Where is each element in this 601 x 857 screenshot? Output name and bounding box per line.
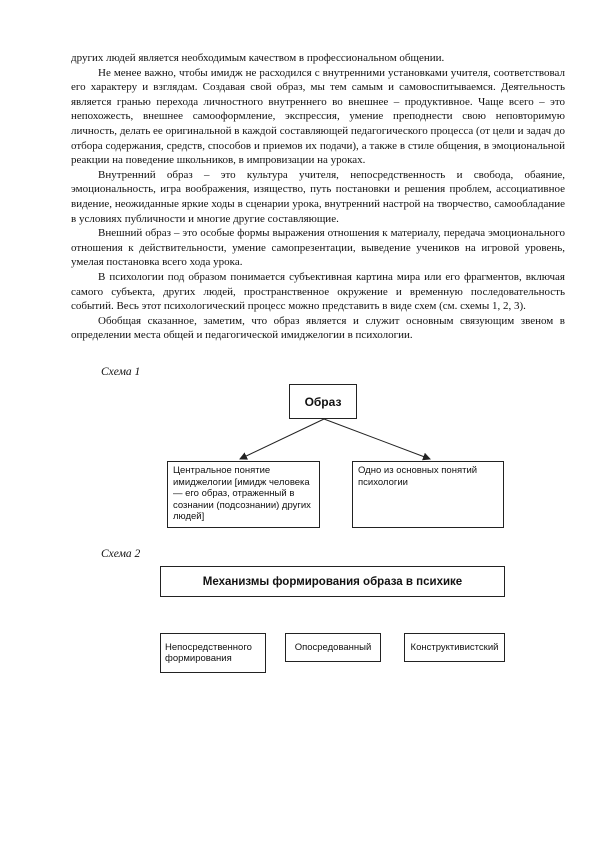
scheme-2-box-direct: Непосредственного формирования xyxy=(160,633,266,673)
paragraph: В психологии под образом понимается субъективная картина мира или его фрагментов, включая самого субъекта, других людей, пространственное окружение и временную последовательность событий. Весь этот психологический процесс можно представить в виде схем (см. схемы 1, 2, 3). xyxy=(71,270,565,313)
scheme-1-left-box: Центральное понятие имиджелогии [имидж человека — его образ, отраженный в сознании (подсознании) других людей] xyxy=(167,461,320,528)
paragraph: Обобщая сказанное, заметим, что образ является и служит основным связующим звеном в определении места общей и педагогической имиджелогии в психологии. xyxy=(71,314,565,342)
paragraph: других людей является необходимым качеством в профессиональном общении. xyxy=(71,52,445,64)
scheme-1-right-box: Одно из основных понятий психологии xyxy=(352,461,504,528)
paragraph: Не менее важно, чтобы имидж не расходился с внутренними установками учителя, соответствовал его характеру и взглядам. Создавая свой образ, мы тем самым и самовоспитываемся. Деятельность является гранью перехода личностного внутреннего во внешнее – продуктивное. Чаще всего – это непохожесть, внешнее самооформление, экспрессия, умение преподнести свою неповторимую личность, делать ее оригинальной в каждой составляющей педагогического процесса (от цели и задач до отбора содержания, средств, способов и приемов их подачи), а также в стиле общения, в эмоциональной реакции на поведение школьников, в импровизации на уроках. xyxy=(71,66,565,167)
scheme-2-top-box: Механизмы формирования образа в психике xyxy=(160,566,505,597)
scheme-2-label: Схема 2 xyxy=(101,548,141,560)
scheme-1-label: Схема 1 xyxy=(101,366,141,378)
paragraph: Внешний образ – это особые формы выражения отношения к материалу, передача эмоционального отношения к действительности, умение самопрезентации, выведение учеников на игровой уровень, умелая постановка всего хода урока. xyxy=(71,227,565,269)
scheme-1-top-box: Образ xyxy=(289,384,357,419)
scheme-2-box-mediated: Опосредованный xyxy=(285,633,381,662)
paragraph: Внутренний образ – это культура учителя, непосредственность и свобода, обаяние, эмоциональность, игра воображения, изящество, путь постановки и решения проблем, ассоциативное видение, неожиданные яркие ходы в сценарии урока, внутренний настрой на творчество, самообладание в условиях публичности и многие другие составляющие. xyxy=(71,168,565,225)
arrow-line-right xyxy=(324,419,430,459)
scheme-2-box-constructivist: Конструктивистский xyxy=(404,633,505,662)
arrow-line-left xyxy=(240,419,324,459)
